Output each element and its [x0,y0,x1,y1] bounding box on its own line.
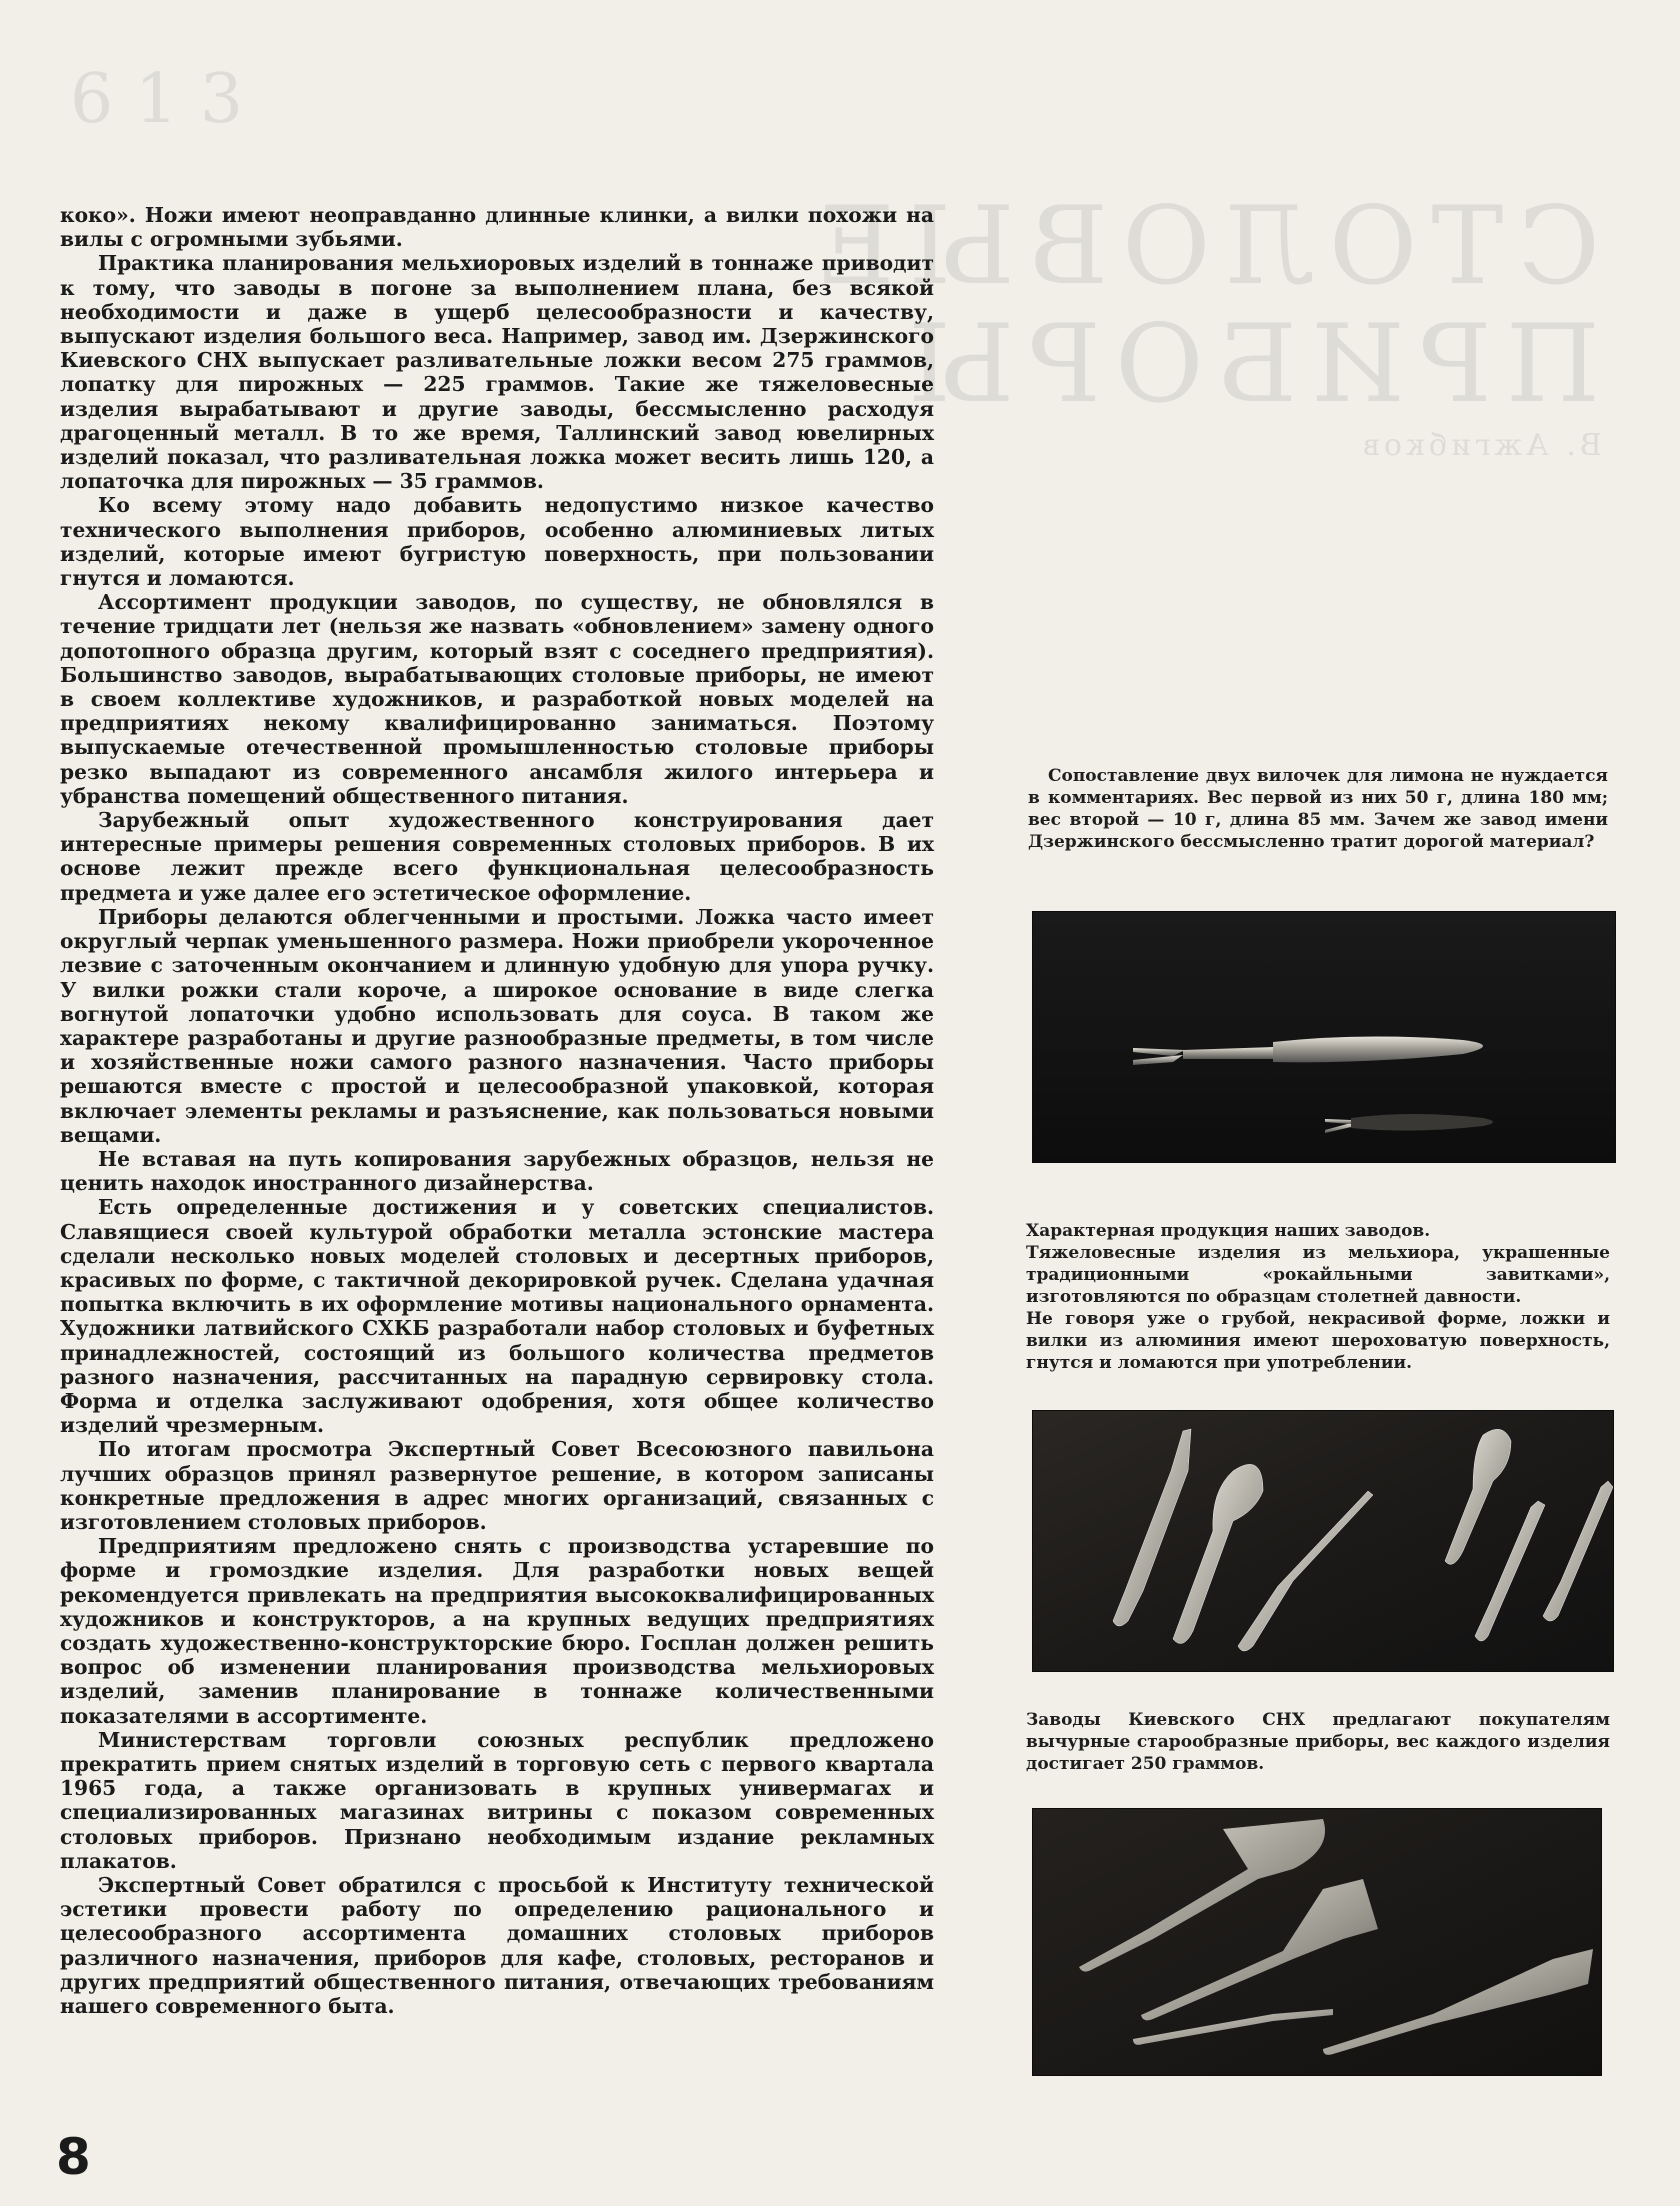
paragraph: Зарубежный опыт художественного конструирования дает интересные примеры решения современных столовых приборов. В их основе лежит прежде всего функциональная целесообразность предмета и уже далее его эстетическое оформление. [60,808,934,905]
bleed-through-subtitle: В. Ажгибков [1359,428,1602,463]
caption-line: Тяжеловесные изделия из мельхиора, украшенные традиционными «рокайльными завитками», изготовляются по образцам столетней давности. [1026,1243,1610,1307]
paragraph: Ассортимент продукции заводов, по существу, не обновлялся в течение тридцати лет (нельзя же назвать «обновлением» замену одного допотопного образца другим, который взят с соседнего предприятия). Большинство заводов, вырабатывающих столовые приборы, не имеют в своем коллективе художников, и разработкой новых моделей на предприятиях некому квалифицированно заниматься. Поэтому выпускаемые отечественной промышленностью столовые приборы резко выпадают из современного ансамбля жилого интерьера и убранства помещений общественного питания. [60,590,934,808]
paragraph: Министерствам торговли союзных республик предложено прекратить прием снятых изделий в торговую сеть с первого квартала 1965 года, а также организовать в крупных универмагах и специализированных магазинах витрины с показом современных столовых приборов. Признано необходимым издание рекламных плакатов. [60,1727,934,1873]
photo-cutlery-set [1032,1410,1614,1672]
paragraph: Приборы делаются облегченными и простыми. Ложка часто имеет округлый черпак уменьшенного размера. Ножи приобрели укороченное лезвие с заточенным окончанием и длинную удобную для упора ручку. У вилки рожки стали короче, а широкое основание в виде слегка вогнутой лопаточки удобно использовать для соуса. В таком же характере разработаны и другие разнообразные предметы, в том числе и хозяйственные ножи самого разного назначения. Часто приборы решаются вместе с простой и целесообразной упаковкой, которая включает элементы рекламы и разъяснение, как пользоваться новыми вещами. [60,904,934,1147]
paragraph: Предприятиям предложено снять с производства устаревшие по форме и громоздкие изделия. Для разработки новых вещей рекомендуется привлекать на предприятия высококвалифицированных художников и конструкторов, а на крупных ведущих предприятиях создать художественно-конструкторские бюро. Госплан должен решить вопрос об изменении планирования производства мельхиоровых изделий, заменив планирование в тоннаже количественными показателями в ассортименте. [60,1534,934,1728]
bleed-through-number: 6 1 3 [70,60,244,139]
photo-serving-utensils [1032,1808,1602,2076]
photo-caption-kiev-products: Заводы Киевского СНХ предлагают покупателям вычурные старообразные приборы, вес каждого изделия достигает 250 граммов. [1026,1710,1610,1774]
paragraph: Есть определенные достижения и у советских специалистов. Славящиеся своей культурой обработки металла эстонские мастера сделали несколько новых моделей столовых и десертных приборов, красивых по форме, с тактичной декорировкой ручек. Сделана удачная попытка включить в их оформление мотивы национального орнамента. Художники латвийского СХКБ разработали набор столовых и буфетных принадлежностей, состоящий из большого количества предметов разного назначения, рассчитанных на парадную сервировку стола. Форма и отделка заслуживают одобрения, хотя общее количество изделий чрезмерным. [60,1195,934,1438]
photo-lemon-forks [1032,911,1616,1163]
paragraph: Практика планирования мельхиоровых изделий в тоннаже приводит к тому, что заводы в погоне за выполнением плана, без всякой необходимости и даже в ущерб целесообразности и качеству, выпускают изделия большого веса. Например, завод им. Дзержинского Киевского СНХ выпускает разливательные ложки весом 275 граммов, лопатку для пирожных — 225 граммов. Такие же тяжеловесные изделия вырабатывают и другие заводы, бессмысленно расходуя драгоценный металл. В то же время, Таллинский завод ювелирных изделий показал, что разливательная ложка может весить лишь 120, а лопаточка для пирожных — 35 граммов. [60,251,934,494]
photo-caption-lemon-forks: Сопоставление двух вилочек для лимона не нуждается в комментариях. Вес первой из них 50 г, длина 180 мм; вес второй — 10 г, длина 85 мм. Зачем же завод имени Дзержинского бессмысленно тратит дорогой материал? [1028,766,1608,852]
bleed-through-title: СТОЛОВЫЕ ПРИБОРЫ [801,184,1600,427]
caption-line: Характерная продукция наших заводов. [1026,1221,1431,1241]
photo-caption-typical-products [1026,1220,1610,1374]
paragraph: коко». Ножи имеют неоправданно длинные клинки, а вилки похожи на вилы с огромными зубьями. [60,203,934,252]
paragraph: По итогам просмотра Экспертный Совет Всесоюзного павильона лучших образцов принял развернутое решение, в котором записаны конкретные предложения в адрес многих организаций, связанных с изготовлением столовых приборов. [60,1437,934,1534]
paragraph: Экспертный Совет обратился с просьбой к Институту технической эстетики провести работу по определению рационального и целесообразного ассортимента домашних столовых приборов различного назначения, приборов для кафе, столовых, ресторанов и других предприятий общественного питания, отвечающих требованиям нашего современного быта. [60,1873,934,2019]
article-text [60,203,934,2018]
paragraph: Ко всему этому надо добавить недопустимо низкое качество технического выполнения приборов, особенно алюминиевых литых изделий, которые имеют бугристую поверхность, при пользовании гнутся и ломаются. [60,493,934,591]
page-number: 8 [56,2128,91,2186]
paragraph: Не вставая на путь копирования зарубежных образцов, нельзя не ценить находок иностранного дизайнерства. [60,1146,934,1196]
caption-line: Не говоря уже о грубой, некрасивой форме, ложки и вилки из алюминия имеют шероховатую поверхность, гнутся и ломаются при употреблении. [1026,1309,1610,1373]
